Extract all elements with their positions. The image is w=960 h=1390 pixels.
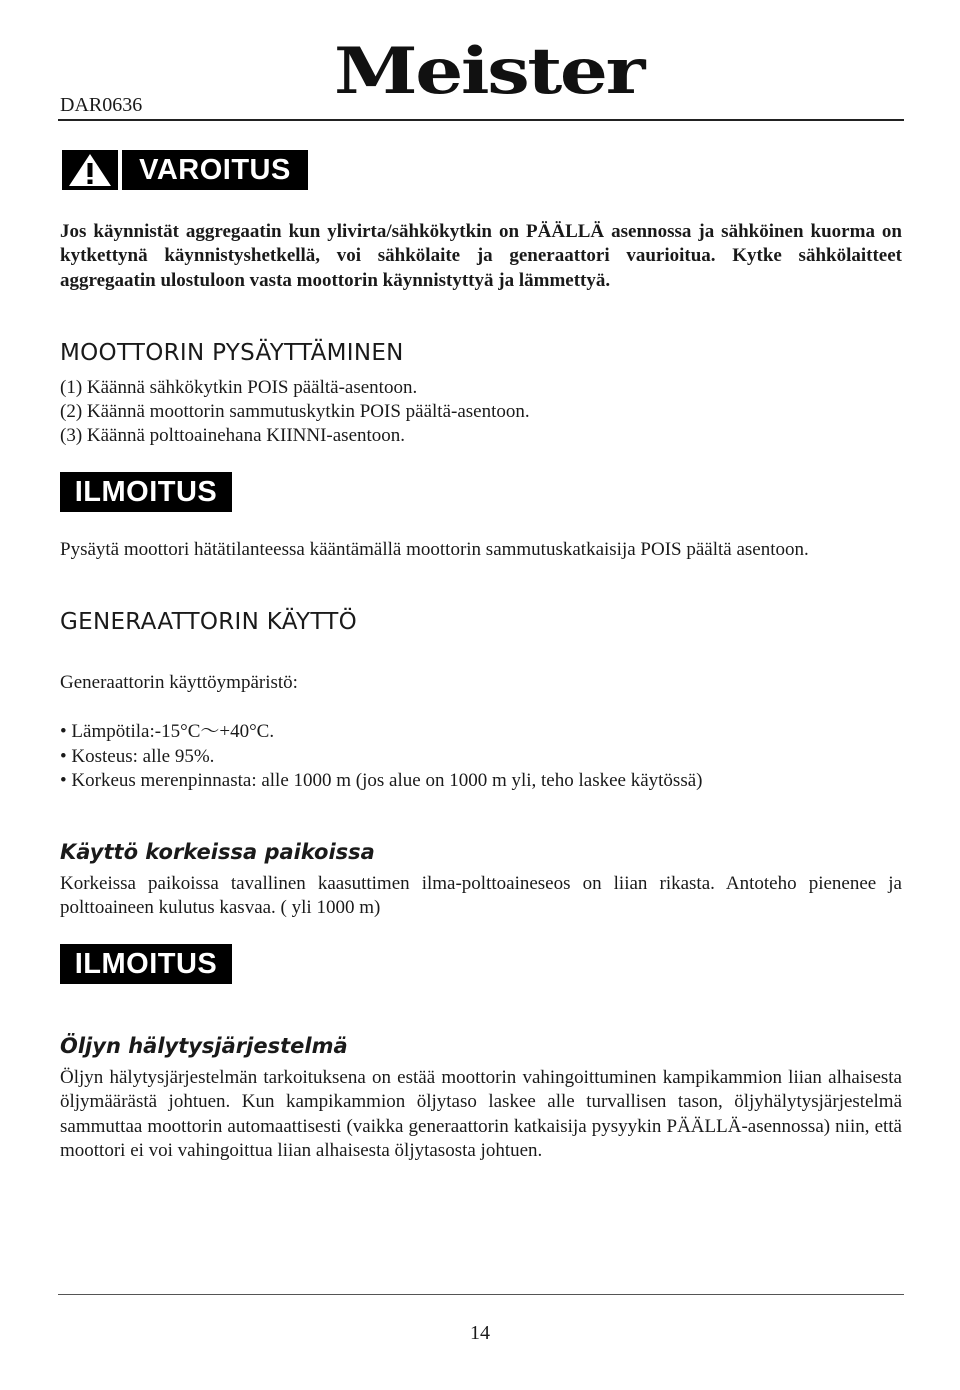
section-title-stopping: MOOTTORIN PYSÄYTTÄMINEN <box>60 340 404 366</box>
warning-label: VAROITUS <box>139 153 291 186</box>
header-divider <box>58 119 904 121</box>
bullet-altitude: • Korkeus merenpinnasta: alle 1000 m (jos alue on 1000 m yli, teho laskee käytössä) <box>60 770 703 791</box>
section-title-high-altitude: Käyttö korkeissa paikoissa <box>60 840 375 864</box>
section-title-generator: GENERAATTORIN KÄYTTÖ <box>60 609 358 635</box>
generator-intro: Generaattorin käyttöympäristö: <box>60 672 298 693</box>
section-title-oil-alarm: Öljyn hälytysjärjestelmä <box>60 1034 348 1058</box>
notice-text-emergency-stop: Pysäytä moottori hätätilanteessa kääntämällä moottorin sammutuskatkaisija POIS päältä asentoon. <box>60 539 809 560</box>
notice-badge: ILMOITUS <box>60 944 232 984</box>
notice-badge: ILMOITUS <box>60 472 232 512</box>
high-altitude-text: Korkeissa paikoissa tavallinen kaasuttimen ilma-polttoaineseos on liian rikasta. Antoteho pienenee ja polttoaineen kulutus kasvaa. ( yli 1000 m) <box>60 873 902 919</box>
brand-logo: Meister <box>334 34 644 109</box>
footer-divider <box>58 1294 904 1295</box>
warning-badge <box>62 150 308 190</box>
page-number: 14 <box>470 1322 490 1344</box>
stopping-step-1: (1) Käännä sähkökytkin POIS päältä-asentoon. <box>60 377 418 398</box>
warning-triangle-icon <box>62 150 118 190</box>
document-code: DAR0636 <box>60 94 143 116</box>
bullet-humidity: • Kosteus: alle 95%. <box>60 746 215 767</box>
stopping-step-2: (2) Käännä moottorin sammutuskytkin POIS päältä-asentoon. <box>60 401 530 422</box>
bullet-temperature: • Lämpötila:-15°C～+40°C. <box>60 721 275 742</box>
stopping-step-3: (3) Käännä polttoainehana KIINNI-asentoon. <box>60 425 406 446</box>
oil-alarm-text: Öljyn hälytysjärjestelmän tarkoituksena on estää moottorin vahingoittuminen kampikammion liian alhaisesta öljymäärästä johtuen. Kun kampikammion öljytaso laskee alle turvallisen tason, öljyhälytysjärjestelmä sammuttaa moottorin automaattisesti (vaikka generaattorin katkaisija pysyykin PÄÄLLÄ-asennossa) niin, että moottori ei voi vahingoittua liian alhaisesta öljytasosta johtuen. <box>60 1067 902 1161</box>
warning-text: Jos käynnistät aggregaatin kun ylivirta/sähkökytkin on PÄÄLLÄ asennossa ja sähköinen kuorma on kytkettynä käynnistyshetkellä, voi sähkölaite ja generaattori vaurioitua. Kytke sähkölaitteet aggregaatin ulostuloon vasta moottorin käynnistyttyä ja lämmettyä. <box>60 221 902 291</box>
